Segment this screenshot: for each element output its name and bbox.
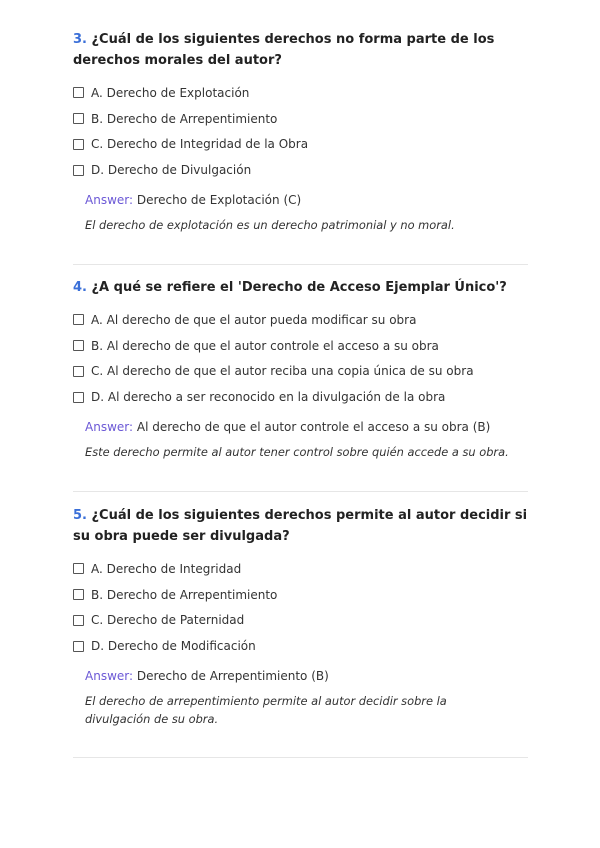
options-list: [73, 80, 528, 183]
option-c[interactable]: [73, 608, 528, 634]
question-title: [73, 29, 528, 71]
question-3: [73, 29, 528, 234]
checkbox[interactable]: [73, 392, 84, 403]
answer: [85, 668, 528, 684]
question-4: [73, 277, 528, 461]
answer-block: [85, 419, 528, 461]
option-label: B. Al derecho de que el autor controle el acceso a su obra: [91, 338, 439, 353]
checkbox[interactable]: [73, 563, 84, 574]
checkbox[interactable]: [73, 87, 84, 98]
option-b[interactable]: [73, 582, 528, 608]
explanation: Este derecho permite al autor tener control sobre quién accede a su obra.: [85, 445, 509, 460]
option-label: B. Derecho de Arrepentimiento: [91, 587, 278, 602]
option-a[interactable]: [73, 80, 528, 106]
option-label: C. Derecho de Paternidad: [91, 613, 245, 628]
answer-block: [85, 668, 528, 728]
question-5: [73, 505, 528, 728]
option-a[interactable]: [73, 307, 528, 333]
option-label: D. Derecho de Divulgación: [91, 163, 252, 178]
checkbox[interactable]: [73, 366, 84, 377]
divider: [73, 264, 528, 265]
explanation: El derecho de arrepentimiento permite al autor decidir sobre la divulgación de su obra.: [85, 694, 447, 727]
answer-label: Answer:: [85, 669, 134, 684]
question-number: 5.: [73, 508, 87, 523]
answer: [85, 192, 528, 208]
answer-label: Answer:: [85, 193, 134, 208]
checkbox[interactable]: [73, 589, 84, 600]
answer-block: [85, 192, 528, 234]
checkbox[interactable]: [73, 340, 84, 351]
option-label: D. Derecho de Modificación: [91, 639, 256, 654]
option-b[interactable]: [73, 333, 528, 359]
question-number: 4.: [73, 280, 87, 295]
checkbox[interactable]: [73, 165, 84, 176]
question-title: [73, 277, 528, 298]
option-c[interactable]: [73, 359, 528, 385]
answer-label: Answer:: [85, 420, 134, 435]
explanation: El derecho de explotación es un derecho patrimonial y no moral.: [85, 218, 455, 233]
question-number: 3.: [73, 32, 87, 47]
option-label: C. Al derecho de que el autor reciba una copia única de su obra: [91, 364, 474, 379]
answer: [85, 419, 528, 435]
answer-text: Derecho de Arrepentimiento (B): [136, 669, 329, 684]
checkbox[interactable]: [73, 615, 84, 626]
option-c[interactable]: [73, 132, 528, 158]
answer-text: Derecho de Explotación (C): [136, 193, 302, 208]
option-label: C. Derecho de Integridad de la Obra: [91, 137, 309, 152]
option-b[interactable]: [73, 106, 528, 132]
option-label: D. Al derecho a ser reconocido en la divulgación de la obra: [91, 390, 446, 405]
option-label: B. Derecho de Arrepentimiento: [91, 111, 278, 126]
answer-text: Al derecho de que el autor controle el acceso a su obra (B): [136, 420, 491, 435]
option-a[interactable]: [73, 556, 528, 582]
checkbox[interactable]: [73, 113, 84, 124]
checkbox[interactable]: [73, 139, 84, 150]
question-title: [73, 505, 528, 547]
option-label: A. Derecho de Explotación: [91, 85, 250, 100]
question-text: ¿Cuál de los siguientes derechos no forma parte de los derechos morales del autor?: [73, 32, 495, 68]
divider: [73, 491, 528, 492]
divider: [73, 757, 528, 758]
options-list: [73, 307, 528, 410]
checkbox[interactable]: [73, 641, 84, 652]
option-label: A. Derecho de Integridad: [91, 561, 242, 576]
option-d[interactable]: [73, 633, 528, 659]
options-list: [73, 556, 528, 659]
checkbox[interactable]: [73, 314, 84, 325]
option-d[interactable]: [73, 157, 528, 183]
option-label: A. Al derecho de que el autor pueda modificar su obra: [91, 312, 417, 327]
question-text: ¿A qué se refiere el 'Derecho de Acceso Ejemplar Único'?: [91, 280, 507, 295]
option-d[interactable]: [73, 384, 528, 410]
question-text: ¿Cuál de los siguientes derechos permite al autor decidir si su obra puede ser divulgada?: [73, 508, 528, 544]
